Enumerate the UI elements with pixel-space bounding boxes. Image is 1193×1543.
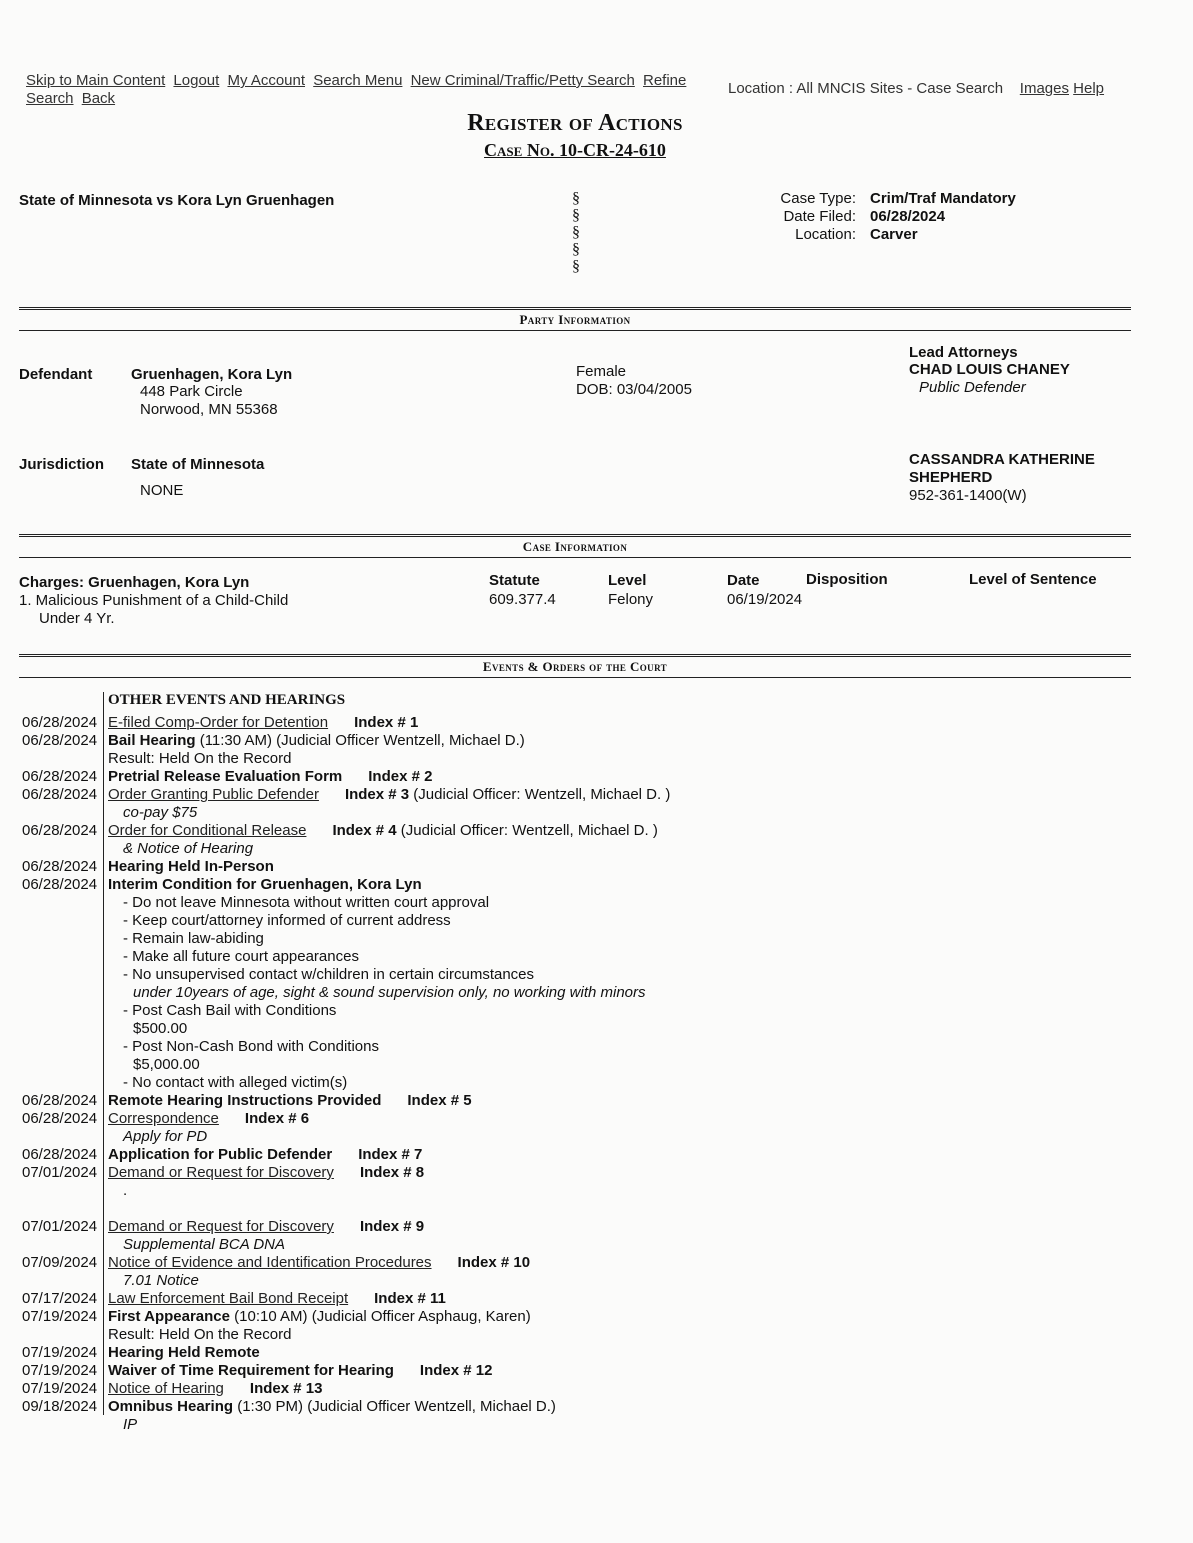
nav-my-account-link[interactable]: My Account xyxy=(227,72,306,89)
images-link[interactable]: Images xyxy=(1019,80,1069,97)
event-row xyxy=(19,912,1119,930)
location-label: Location: xyxy=(795,226,856,243)
event-row xyxy=(19,840,1119,858)
event-text: Supplemental BCA DNA xyxy=(123,1236,286,1253)
event-text: First Appearance xyxy=(108,1308,230,1325)
event-index: Index # 3 xyxy=(344,786,410,803)
event-text: - No contact with alleged victim(s) xyxy=(123,1074,348,1091)
event-index: Index # 6 xyxy=(244,1110,310,1127)
top-nav xyxy=(26,72,716,108)
nav-logout-link[interactable]: Logout xyxy=(173,72,220,89)
event-date: 06/28/2024 xyxy=(22,786,98,803)
case-type-value: Crim/Traf Mandatory xyxy=(870,190,1016,207)
location-text: Location : All MNCIS Sites - Case Search xyxy=(728,80,1004,97)
event-index: Index # 7 xyxy=(358,1146,423,1163)
event-row xyxy=(19,1164,1119,1182)
event-index: Index # 8 xyxy=(359,1164,425,1181)
event-row xyxy=(19,768,1119,786)
event-index: Index # 9 xyxy=(359,1218,425,1235)
events-header: Events & Orders of the Court xyxy=(19,656,1131,678)
event-document-link[interactable]: Demand or Request for Discovery xyxy=(108,1218,334,1235)
event-row xyxy=(19,1272,1119,1290)
event-row xyxy=(19,732,1119,750)
defendant-name: Gruenhagen, Kora Lyn xyxy=(131,366,293,383)
event-document-link[interactable]: Order for Conditional Release xyxy=(108,822,307,839)
event-text: - Remain law-abiding xyxy=(123,930,264,947)
event-row xyxy=(19,948,1119,966)
event-date: 09/18/2024 xyxy=(22,1398,98,1415)
event-text: . xyxy=(123,1182,128,1199)
event-row xyxy=(19,1254,1119,1272)
event-document-link[interactable]: E-filed Comp-Order for Detention xyxy=(108,714,329,731)
event-text: Remote Hearing Instructions Provided xyxy=(108,1092,382,1109)
defendant-address-2: Norwood, MN 55368 xyxy=(140,401,278,418)
event-index: Index # 10 xyxy=(457,1254,531,1271)
event-row xyxy=(19,1038,1119,1056)
case-number: Case No. 10-CR-24-610 xyxy=(484,140,666,160)
event-row xyxy=(19,1128,1119,1146)
defendant-attorney: CHAD LOUIS CHANEY xyxy=(909,361,1070,378)
event-text: IP xyxy=(123,1416,138,1433)
event-row xyxy=(19,1182,1119,1200)
event-date: 06/28/2024 xyxy=(22,768,98,785)
jurisdiction-phone: 952-361-1400(W) xyxy=(909,487,1027,504)
event-text: Apply for PD xyxy=(123,1128,208,1145)
event-text: $5,000.00 xyxy=(133,1056,200,1073)
event-row xyxy=(19,1380,1119,1398)
defendant-address-1: 448 Park Circle xyxy=(140,383,243,400)
case-summary xyxy=(730,190,1016,244)
event-date: 06/28/2024 xyxy=(22,732,98,749)
charge-1-line-2: Under 4 Yr. xyxy=(39,610,115,627)
defendant-sex: Female xyxy=(576,363,627,380)
charge-1-statute: 609.377.4 xyxy=(489,591,556,608)
section-marks: § § § § § xyxy=(572,190,580,275)
event-date: 07/17/2024 xyxy=(22,1290,98,1307)
event-document-link[interactable]: Order Granting Public Defender xyxy=(108,786,319,803)
event-detail: (Judicial Officer: Wentzell, Michael D. ) xyxy=(409,786,671,803)
nav-back-link[interactable]: Back xyxy=(81,90,116,107)
event-row xyxy=(19,804,1119,822)
event-index: Index # 5 xyxy=(407,1092,472,1109)
event-text: Result: Held On the Record xyxy=(108,1326,292,1343)
event-detail: (1:30 PM) (Judicial Officer Wentzell, Michael D.) xyxy=(233,1398,556,1415)
event-row xyxy=(19,1110,1119,1128)
event-text: - Make all future court appearances xyxy=(123,948,359,965)
event-date: 07/01/2024 xyxy=(22,1164,98,1181)
event-row xyxy=(19,1416,1119,1434)
event-row xyxy=(19,822,1119,840)
event-document-link[interactable]: Notice of Hearing xyxy=(108,1380,224,1397)
event-date: 06/28/2024 xyxy=(22,876,98,893)
case-type-label: Case Type: xyxy=(780,190,856,207)
event-text: co-pay $75 xyxy=(123,804,198,821)
event-row xyxy=(19,930,1119,948)
event-text: Interim Condition for Gruenhagen, Kora Lyn xyxy=(108,876,422,893)
event-text: Hearing Held Remote xyxy=(108,1344,260,1361)
jurisdiction-attorney-1: CASSANDRA KATHERINE xyxy=(909,451,1095,468)
event-date: 06/28/2024 xyxy=(22,1110,98,1127)
divider xyxy=(19,534,1131,535)
event-date: 06/28/2024 xyxy=(22,1092,98,1109)
nav-search-menu-link[interactable]: Search Menu xyxy=(313,72,403,89)
charges-label: Charges: Gruenhagen, Kora Lyn xyxy=(19,574,250,591)
jurisdiction-role: Jurisdiction xyxy=(19,456,105,473)
event-detail: (11:30 AM) (Judicial Officer Wentzell, Michael D.) xyxy=(195,732,525,749)
col-date: Date xyxy=(727,572,760,589)
col-level: Level xyxy=(608,572,647,589)
event-row xyxy=(19,1362,1119,1380)
event-text: $500.00 xyxy=(133,1020,188,1037)
case-info-header: Case Information xyxy=(19,536,1131,558)
event-row xyxy=(19,1218,1119,1236)
event-index: Index # 11 xyxy=(374,1290,446,1307)
event-date: 06/28/2024 xyxy=(22,714,98,731)
event-row xyxy=(19,1002,1119,1020)
col-sentence: Level of Sentence xyxy=(969,571,1097,588)
event-index: Index # 13 xyxy=(249,1380,323,1397)
event-row xyxy=(19,1344,1119,1362)
event-text: Pretrial Release Evaluation Form xyxy=(108,768,343,785)
event-row xyxy=(19,786,1119,804)
event-row xyxy=(19,1092,1119,1110)
event-row xyxy=(19,894,1119,912)
event-row xyxy=(19,966,1119,984)
case-style: State of Minnesota vs Kora Lyn Gruenhagen xyxy=(19,192,335,209)
nav-skip-link[interactable]: Skip to Main Content xyxy=(26,72,166,89)
event-row xyxy=(19,1308,1119,1326)
location-value: Carver xyxy=(870,226,918,243)
event-document-link[interactable]: Notice of Evidence and Identification Procedures xyxy=(108,1254,432,1271)
divider xyxy=(19,307,1131,308)
events-subheader: OTHER EVENTS AND HEARINGS xyxy=(108,692,346,708)
jurisdiction-attorney-2: SHEPHERD xyxy=(909,469,993,486)
event-date: 06/28/2024 xyxy=(22,822,98,839)
event-text: - No unsupervised contact w/children in certain circumstances xyxy=(123,966,535,983)
defendant-attorney-role: Public Defender xyxy=(919,379,1026,396)
col-disposition: Disposition xyxy=(806,571,888,588)
nav-refine-search-link[interactable]: Refine Search xyxy=(26,72,687,107)
event-detail: (Judicial Officer: Wentzell, Michael D. ) xyxy=(396,822,658,839)
event-document-link[interactable]: Law Enforcement Bail Bond Receipt xyxy=(108,1290,349,1307)
event-date: 07/19/2024 xyxy=(22,1380,98,1397)
event-text: - Do not leave Minnesota without written court approval xyxy=(123,894,490,911)
date-filed-label: Date Filed: xyxy=(783,208,856,225)
event-index: Index # 4 xyxy=(332,822,397,839)
event-date: 06/28/2024 xyxy=(22,1146,98,1163)
event-row xyxy=(19,750,1119,768)
event-row xyxy=(19,1398,1119,1416)
event-index: Index # 12 xyxy=(419,1362,493,1379)
event-text: Application for Public Defender xyxy=(108,1146,333,1163)
event-row xyxy=(19,1074,1119,1092)
event-row xyxy=(19,1020,1119,1038)
event-text: Waiver of Time Requirement for Hearing xyxy=(108,1362,394,1379)
event-row xyxy=(19,714,1119,732)
event-text: Hearing Held In-Person xyxy=(108,858,274,875)
event-text: & Notice of Hearing xyxy=(123,840,254,857)
charge-1-line-1: 1. Malicious Punishment of a Child-Child xyxy=(19,592,289,609)
event-text: Omnibus Hearing xyxy=(108,1398,234,1415)
help-link[interactable]: Help xyxy=(1073,80,1105,97)
event-index: Index # 1 xyxy=(354,714,419,731)
event-text: - Post Non-Cash Bond with Conditions xyxy=(123,1038,379,1055)
event-document-link[interactable]: Demand or Request for Discovery xyxy=(108,1164,334,1181)
event-date: 07/19/2024 xyxy=(22,1344,98,1361)
event-text: - Keep court/attorney informed of current address xyxy=(123,912,451,929)
jurisdiction-sub: NONE xyxy=(140,482,184,499)
event-text: - Post Cash Bail with Conditions xyxy=(123,1002,337,1019)
defendant-role: Defendant xyxy=(19,366,93,383)
jurisdiction-name: State of Minnesota xyxy=(131,456,265,473)
party-info-header: Party Information xyxy=(19,309,1131,331)
event-text: Result: Held On the Record xyxy=(108,750,292,767)
defendant-dob: DOB: 03/04/2005 xyxy=(576,381,692,398)
event-row xyxy=(19,1236,1119,1254)
divider xyxy=(19,654,1131,655)
event-date: 07/01/2024 xyxy=(22,1218,98,1235)
event-text: Bail Hearing xyxy=(108,732,196,749)
event-date: 06/28/2024 xyxy=(22,858,98,875)
col-statute: Statute xyxy=(489,572,540,589)
event-row xyxy=(19,1326,1119,1344)
event-document-link[interactable]: Correspondence xyxy=(108,1110,219,1127)
charge-1-date: 06/19/2024 xyxy=(727,591,803,608)
nav-new-search-link[interactable]: New Criminal/Traffic/Petty Search xyxy=(410,72,635,89)
event-text: 7.01 Notice xyxy=(123,1272,199,1289)
events-list xyxy=(19,714,1119,1433)
charge-1-level: Felony xyxy=(608,591,654,608)
event-date: 07/19/2024 xyxy=(22,1308,98,1325)
event-detail: (10:10 AM) (Judicial Officer Asphaug, Karen) xyxy=(230,1308,531,1325)
event-row xyxy=(19,858,1119,876)
lead-attorneys-label: Lead Attorneys xyxy=(909,344,1018,361)
event-row xyxy=(19,1290,1119,1308)
location-bar xyxy=(728,80,1104,97)
date-filed-value: 06/28/2024 xyxy=(870,208,946,225)
event-row xyxy=(19,984,1119,1002)
event-date: 07/19/2024 xyxy=(22,1362,98,1379)
event-row xyxy=(19,1146,1119,1164)
event-index: Index # 2 xyxy=(368,768,433,785)
event-row xyxy=(19,1056,1119,1074)
event-date: 07/09/2024 xyxy=(22,1254,98,1271)
event-row xyxy=(19,876,1119,894)
event-text: under 10years of age, sight & sound supervision only, no working with minors xyxy=(133,984,646,1001)
page-title: Register of Actions xyxy=(467,110,683,136)
